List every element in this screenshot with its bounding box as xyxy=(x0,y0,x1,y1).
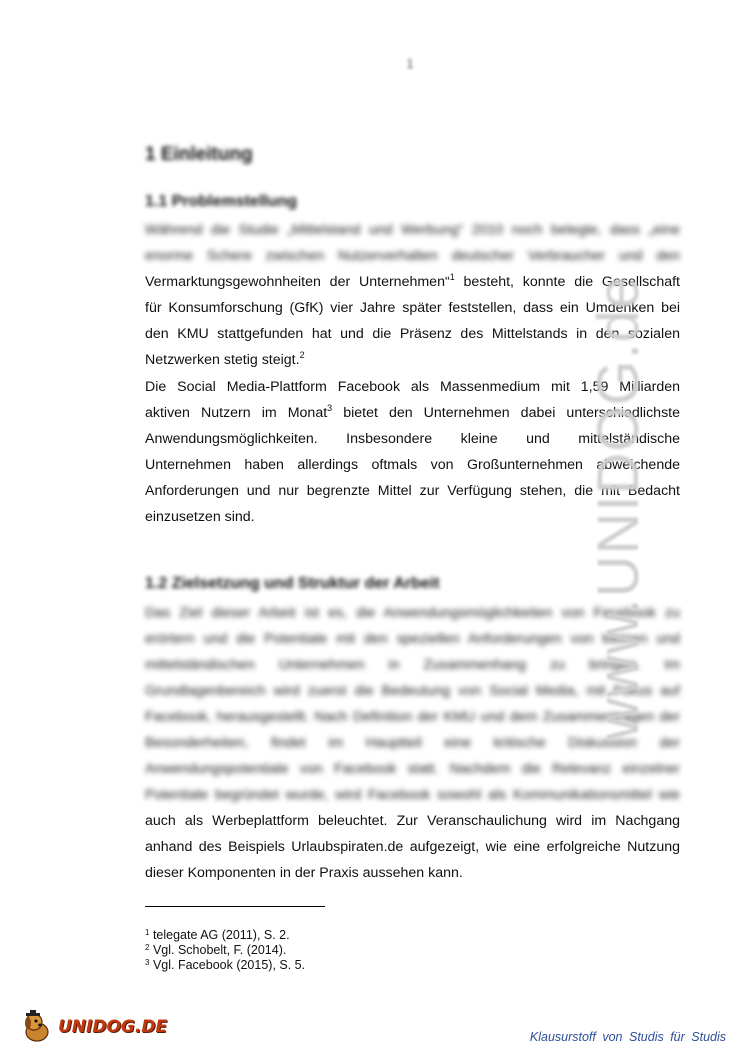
text-line: für Konsumforschung (GfK) vier Jahre später feststellen, dass ein Umdenken bei xyxy=(145,300,680,316)
blurred-line: Facebook, herausgestellt. Nach Definition der KMU und dem Zusammentragen der xyxy=(145,709,680,725)
blurred-line: Anwendungspotentiale von Facebook statt. Nachdem die Relevanz einzelner xyxy=(145,761,680,777)
blurred-line: erörtern und die Potentiale mit den speziellen Anforderungen von kleinen und xyxy=(145,631,680,647)
unidog-logo[interactable] xyxy=(20,1010,167,1044)
blurred-line: enorme Schere zwischen Nutzerverhalten deutscher Verbraucher und den xyxy=(145,248,680,264)
footnote-divider xyxy=(145,906,325,907)
text-line: Unternehmen haben allerdings oftmals von Großunternehmen abweichende xyxy=(145,457,680,473)
footnote: $^1$ telegate AG (2011), S. 2. xyxy=(145,928,290,942)
blurred-line: Grundlagenbereich wird zuerst die Bedeutung von Social Media, mit Fokus auf xyxy=(145,683,680,699)
text-line: Vermarktungsgewohnheiten der Unternehmen“$^1$ besteht, konnte die Gesellschaft xyxy=(145,272,680,290)
text-line: Anforderungen und nur begrenzte Mittel zur Verfügung stehen, die mit Bedacht xyxy=(145,483,680,499)
text-line: Anwendungsmöglichkeiten. Insbesondere kleine und mittelständische xyxy=(145,431,680,447)
blurred-line: Das Ziel dieser Arbeit ist es, die Anwendungsmöglichkeiten von Facebook zu xyxy=(145,605,680,621)
dog-icon xyxy=(20,1010,54,1044)
footnote: $^3$ Vgl. Facebook (2015), S. 5. xyxy=(145,958,306,972)
text-line: Die Social Media-Plattform Facebook als Massenmedium mit 1,59 Milliarden xyxy=(145,379,680,395)
blurred-line: Potentiale begründet wurde, wird Facebook sowohl als Kommunikationsmittel wie xyxy=(145,787,680,803)
footnote-ref[interactable]: 3 xyxy=(327,403,333,413)
tagline: Klausurstoff von Studis für Studis xyxy=(529,1030,726,1044)
text-line: Netzwerken stetig steigt.$^2$ xyxy=(145,350,305,368)
page-number: 1 xyxy=(406,56,414,71)
text-line: dieser Komponenten in der Praxis aussehen kann. xyxy=(145,865,463,881)
blurred-line: Während die Studie „Mittelstand und Werbung“ 2010 noch belegte, dass „eine xyxy=(145,222,680,238)
footnote: $^2$ Vgl. Schobelt, F. (2014). xyxy=(145,943,287,957)
blurred-line: Besonderheiten, findet im Hauptteil eine kritische Diskussion der xyxy=(145,735,680,751)
text-line: anhand des Beispiels Urlaubspiraten.de aufgezeigt, wie eine erfolgreiche Nutzung xyxy=(145,839,680,855)
text-line: einzusetzen sind. xyxy=(145,509,255,525)
text-line: den KMU stattgefunden hat und die Präsenz des Mittelstands in den sozialen xyxy=(145,326,680,342)
logo-text: UNIDOG.DE xyxy=(58,1017,168,1037)
text-line: aktiven Nutzern im Monat$^3$ bietet den Unternehmen dabei unterschiedlichste xyxy=(145,403,680,421)
footnote-ref[interactable]: 2 xyxy=(299,350,305,360)
footnotes xyxy=(145,928,305,973)
text-line: auch als Werbeplattform beleuchtet. Zur Veranschaulichung wird im Nachgang xyxy=(145,813,680,829)
watermark: www.UNIDOG.de xyxy=(586,275,651,740)
section-heading-goals: 1.2 Zielsetzung und Struktur der Arbeit xyxy=(145,575,440,592)
chapter-heading: 1 Einleitung xyxy=(145,144,253,165)
blurred-line: mittelständischen Unternehmen in Zusammenhang zu bringen. Im xyxy=(145,657,680,673)
section-heading-problem: 1.1 Problemstellung xyxy=(145,193,298,210)
footnote-ref[interactable]: 1 xyxy=(449,272,455,282)
